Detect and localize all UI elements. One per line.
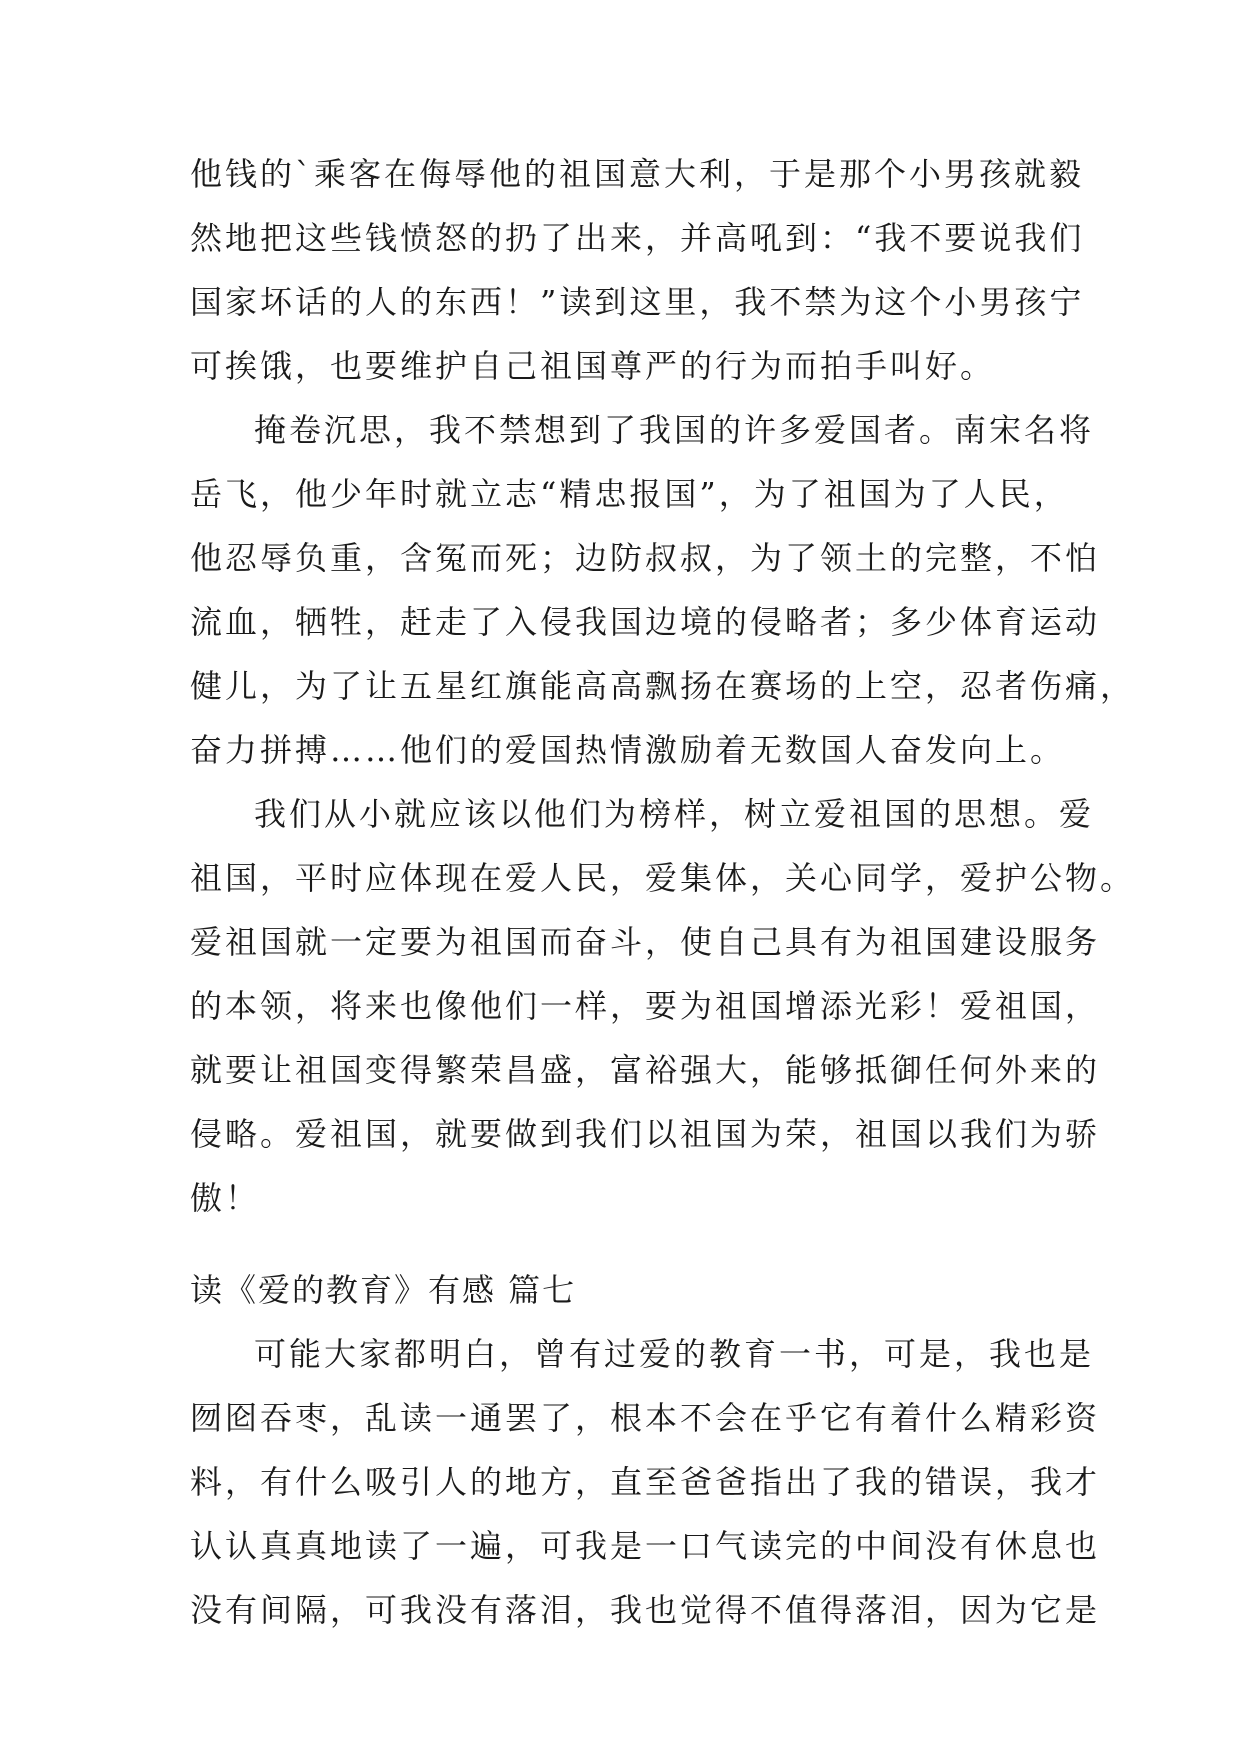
text-line: 他钱的`乘客在侮辱他的祖国意大利，于是那个小男孩就毅	[190, 155, 1085, 193]
text-line: 奋力拼搏……他们的爱国热情激励着无数国人奋发向上。	[190, 731, 1066, 769]
text-line: 没有间隔，可我没有落泪，我也觉得不值得落泪，因为它是	[190, 1591, 1101, 1629]
text-line: 他忍辱负重，含冤而死；边防叔叔，为了领土的完整，不怕	[190, 539, 1101, 577]
text-line: 健儿，为了让五星红旗能高高飘扬在赛场的上空，忍者伤痛，	[190, 667, 1136, 705]
paragraph-first-line: 掩卷沉思，我不禁想到了我国的许多爱国者。南宋名将	[254, 411, 1095, 449]
text-line: 爱祖国就一定要为祖国而奋斗，使自己具有为祖国建设服务	[190, 923, 1101, 961]
text-line: 料，有什么吸引人的地方，直至爸爸指出了我的错误，我才	[190, 1463, 1101, 1501]
text-line: 傲！	[190, 1179, 261, 1217]
text-line: 国家坏话的人的东西！”读到这里，我不禁为这个小男孩宁	[190, 283, 1085, 321]
text-line: 然地把这些钱愤怒的扔了出来，并高吼到：“我不要说我们	[190, 219, 1085, 257]
text-line: 的本领，将来也像他们一样，要为祖国增添光彩！爱祖国，	[190, 987, 1101, 1025]
text-line: 岳飞，他少年时就立志“精忠报国”，为了祖国为了人民，	[190, 475, 1069, 513]
paragraph-first-line: 可能大家都明白，曾有过爱的教育一书，可是，我也是	[254, 1335, 1095, 1373]
text-line: 可挨饿，也要维护自己祖国尊严的行为而拍手叫好。	[190, 347, 996, 385]
paragraph-first-line: 我们从小就应该以他们为榜样，树立爱祖国的思想。爱	[254, 795, 1095, 833]
text-line: 囫囵吞枣，乱读一通罢了，根本不会在乎它有着什么精彩资	[190, 1399, 1101, 1437]
text-line: 祖国，平时应体现在爱人民，爱集体，关心同学，爱护公物。	[190, 859, 1136, 897]
text-line: 就要让祖国变得繁荣昌盛，富裕强大，能够抵御任何外来的	[190, 1051, 1101, 1089]
text-line: 认认真真地读了一遍，可我是一口气读完的中间没有休息也	[190, 1527, 1101, 1565]
section-heading: 读《爱的教育》有感 篇七	[190, 1271, 577, 1309]
text-line: 侵略。爱祖国，就要做到我们以祖国为荣，祖国以我们为骄	[190, 1115, 1101, 1153]
text-line: 流血，牺牲，赶走了入侵我国边境的侵略者；多少体育运动	[190, 603, 1101, 641]
